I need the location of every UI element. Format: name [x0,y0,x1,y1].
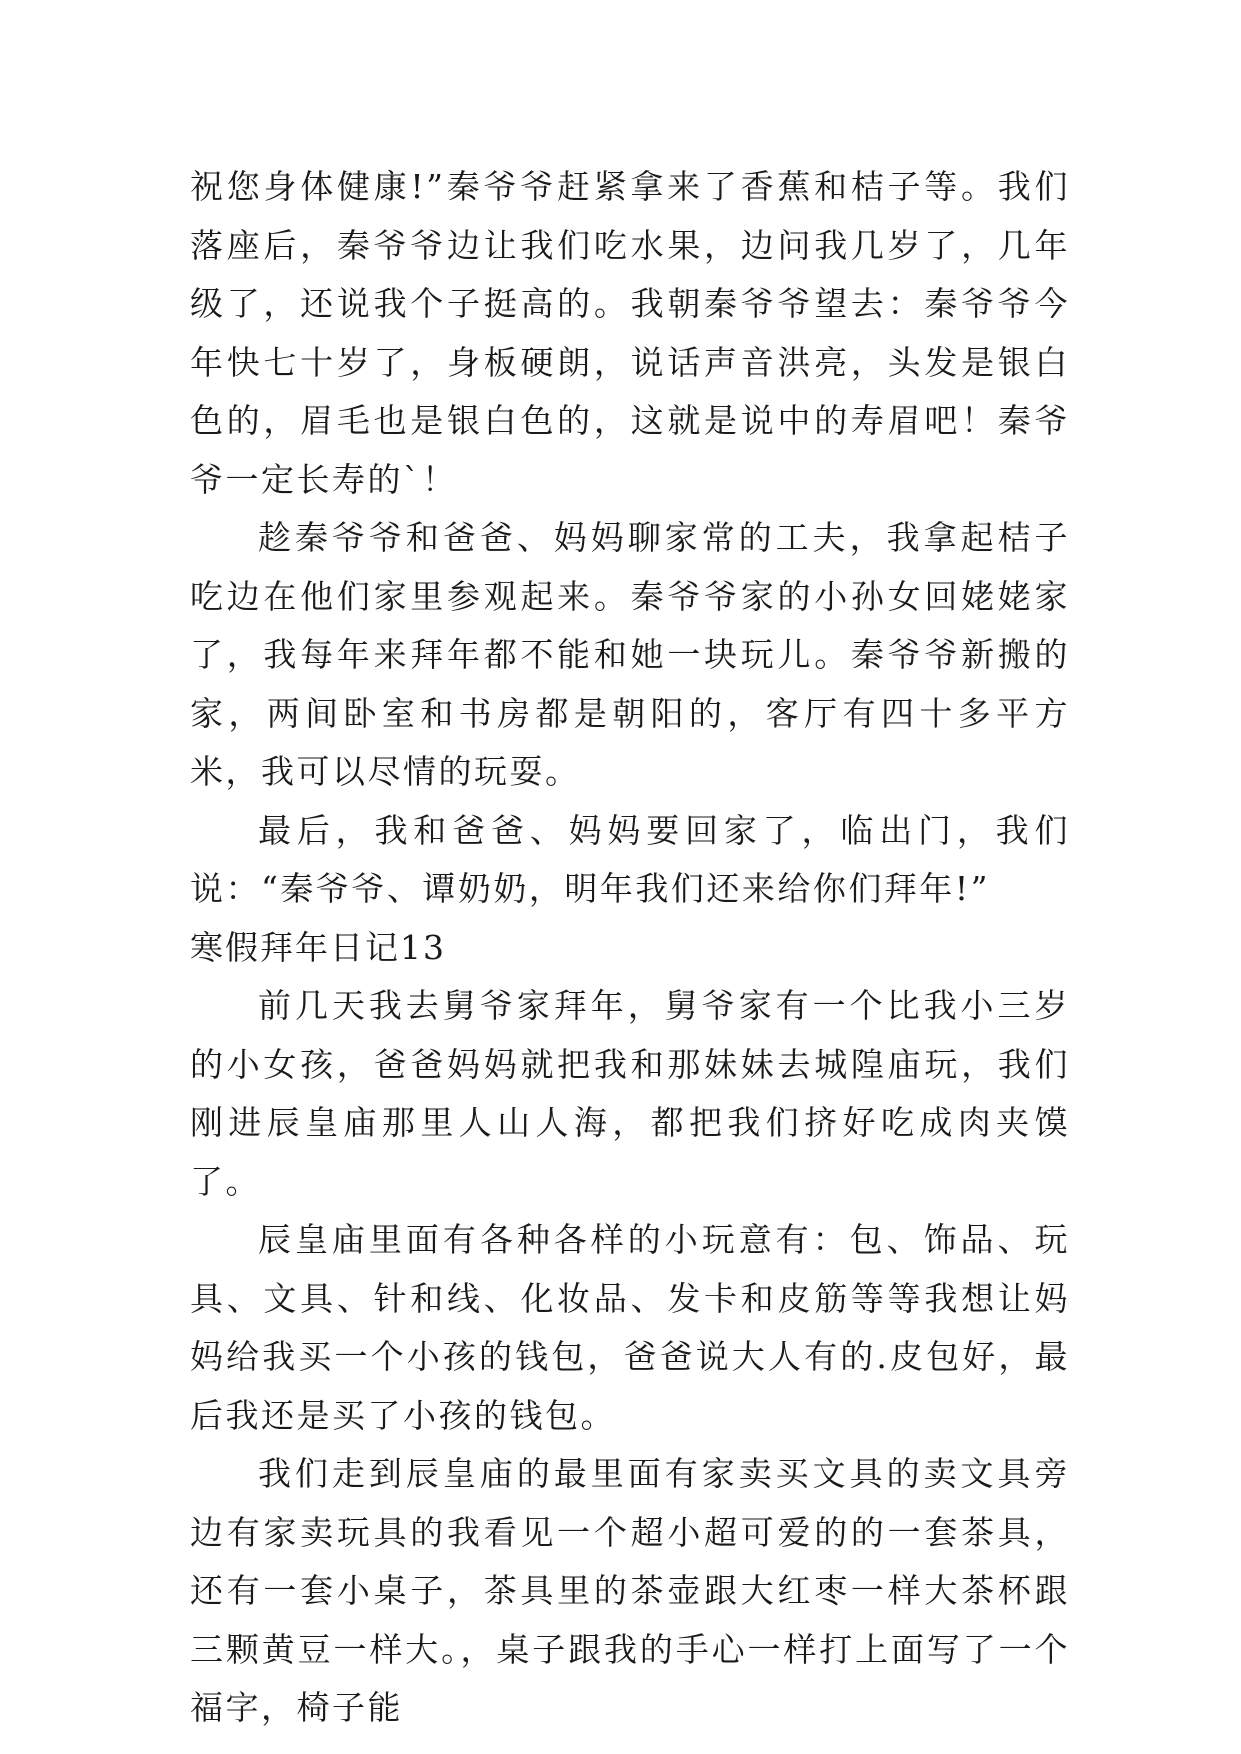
paragraph-touring-home: 趁秦爷爷和爸爸、妈妈聊家常的工夫，我拿起桔子吃边在他们家里参观起来。秦爷爷家的小孙女回姥姥家了，我每年来拜年都不能和她一块玩儿。秦爷爷新搬的家，两间卧室和书房都是朝阳的，客厅有四十多平方米，我可以尽情的玩耍。 [190,518,1070,791]
paragraph-temple-goods: 辰皇庙里面有各种各样的小玩意有：包、饰品、玩具、文具、针和线、化妆品、发卡和皮筋等等我想让妈妈给我买一个小孩的钱包，爸爸说大人有的.皮包好，最后我还是买了小孩的钱包。 [190,1220,1070,1435]
document-body [190,158,1070,1738]
paragraph-qin-grandpa-visit: 祝您身体健康!”秦爷爷赶紧拿来了香蕉和桔子等。我们落座后，秦爷爷边让我们吃水果，边问我几岁了，几年级了，还说我个子挺高的。我朝秦爷爷望去：秦爷爷今年快七十岁了，身板硬朗，说话声音洪亮，头发是银白色的，眉毛也是银白色的，这就是说中的寿眉吧！秦爷爷一定长寿的`！ [190,167,1070,499]
paragraph-farewell: 最后，我和爸爸、妈妈要回家了，临出门，我们说：“秦爷爷、谭奶奶，明年我们还来给你们拜年!” [190,810,1070,908]
paragraph-toy-shop: 我们走到辰皇庙的最里面有家卖买文具的卖文具旁边有家卖玩具的我看见一个超小超可爱的的一套茶具，还有一套小桌子，茶具里的茶壶跟大红枣一样大茶杯跟三颗黄豆一样大。，桌子跟我的手心一样打上面写了一个福字，椅子能 [190,1454,1070,1727]
section-heading: 寒假拜年日记13 [190,927,446,967]
paragraph-temple-visit: 前几天我去舅爷家拜年，舅爷家有一个比我小三岁的小女孩，爸爸妈妈就把我和那妹妹去城隍庙玩，我们刚进辰皇庙那里人山人海，都把我们挤好吃成肉夹馍了。 [190,986,1070,1201]
